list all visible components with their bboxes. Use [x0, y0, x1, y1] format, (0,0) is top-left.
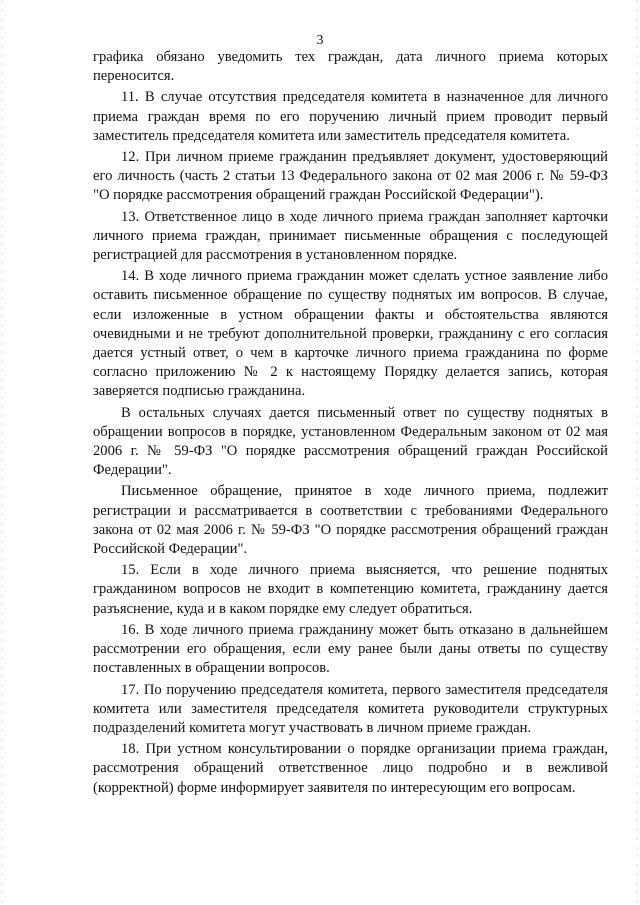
paragraph-13: 13. Ответственное лицо в ходе личного приема граждан заполняет карточки личного приема граждан, принимает письменные обращения с последующей регистрацией для рассмотрения в установленном порядке. [93, 208, 608, 264]
paragraph-14-registration: Письменное обращение, принятое в ходе личного приема, подлежит регистрации и рассматривается в соответствии с требованиями Федерального закона от 02 мая 2006 г. № 59-ФЗ "О порядке рассмотрения обращений граждан Российской Федерации". [93, 483, 608, 558]
paragraph-12: 12. При личном приеме гражданин предъявляет документ, удостоверяющий его личность (часть 2 статьи 13 Федерального закона от 02 мая 2006 г. № 59-ФЗ "О порядке рассмотрения обращений граждан Российской Федерации"). [93, 149, 608, 204]
scan-edge-right [636, 0, 638, 905]
page-number: 3 [316, 33, 324, 48]
paragraph-16: 16. В ходе личного приема гражданину может быть отказано в дальнейшем рассмотрении его обращения, если ему ранее были даны ответы по существу поставленных в обращении вопросов. [93, 621, 608, 677]
paragraph-14: 14. В ходе личного приема гражданин может сделать устное заявление либо оставить письменное обращение по существу поднятых им вопросов. В случае, если изложенные в устном обращении факты и обстоятельства являются очевидными и не требуют дополнительной проверки, гражданину с его согласия дается устный ответ, о чем в карточке личного приема гражданина по форме согласно приложению № 2 к настоящему Порядку делается запись, которая заверяется подписью гражданина. [93, 268, 608, 400]
paragraph-15: 15. Если в ходе личного приема выясняется, что решение поднятых гражданином вопросов не входит в компетенцию комитета, гражданину дается разъяснение, куда и в каком порядке ему следует обратиться. [93, 562, 608, 617]
paragraph-17: 17. По поручению председателя комитета, первого заместителя председателя комитета или заместителя председателя комитета руководители структурных подразделений комитета могут участвовать в личном приеме граждан. [93, 681, 608, 736]
paragraph-continuation: графика обязано уведомить тех граждан, дата личного приема которых переносится. [93, 49, 608, 85]
document-body [93, 48, 608, 800]
scan-edge-left [1, 0, 3, 905]
paragraph-14-written-answer: В остальных случаях дается письменный ответ по существу поднятых в обращении вопросов в порядке, установленном Федеральным законом от 02 мая 2006 г. № 59-ФЗ "О порядке рассмотрения обращений граждан Российской Федерации". [93, 404, 608, 479]
paragraph-11: 11. В случае отсутствия председателя комитета в назначенное для личного приема граждан время по его поручению личный прием проводит первый заместитель председателя комитета или заместитель председателя комитета. [93, 89, 608, 144]
paragraph-18: 18. При устном консультировании о порядке организации приема граждан, рассмотрения обращений ответственное лицо подробно и в вежливой (корректной) форме информирует заявителя по интересующим его вопросам. [93, 741, 608, 796]
